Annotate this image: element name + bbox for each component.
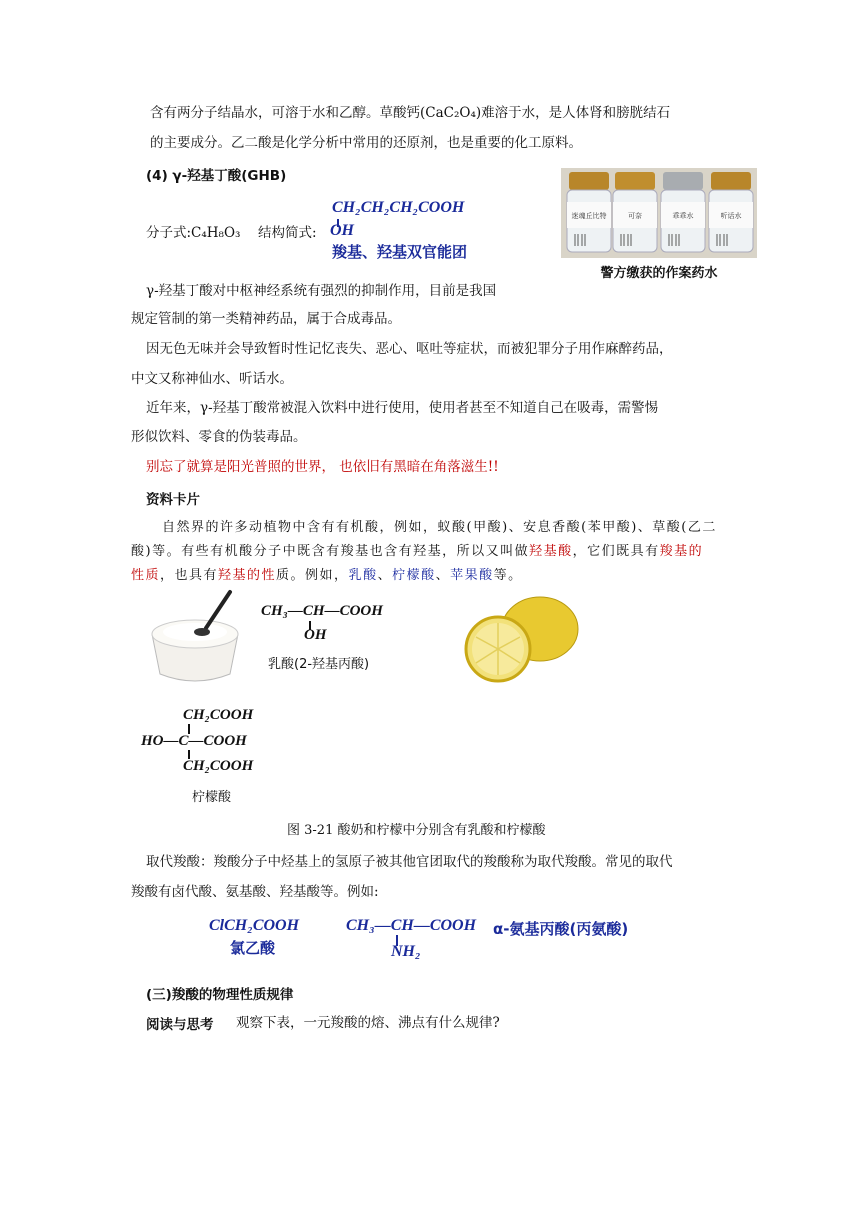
- ghb-struct-oh: OH: [330, 222, 354, 239]
- ghb-heading: (4) γ-羟基丁酸(GHB): [146, 168, 287, 184]
- ghb-formula: 分子式:C₄H₈O₃: [146, 225, 241, 241]
- bottle-label-1: 迷魂丘比特: [571, 212, 607, 220]
- section3-heading: (三)羧酸的物理性质规律: [146, 987, 294, 1003]
- read-think-label: 阅读与思考: [146, 1017, 214, 1033]
- ghb-para1-line2: 规定管制的第一类精神药品，属于合成毒品。: [131, 311, 401, 327]
- ghb-para1-line1: γ-羟基丁酸对中枢神经系统有强烈的抑制作用，目前是我国: [146, 283, 497, 299]
- intro-line-2: 的主要成分。乙二酸是化学分析中常用的还原剂，也是重要的化工原料。: [150, 135, 582, 151]
- example-2-nh2: NH₂: [391, 943, 421, 960]
- citric-top: CH₂COOH: [183, 707, 254, 723]
- bottles-illustration: [561, 168, 757, 258]
- read-think-text: 观察下表，一元羧酸的熔、沸点有什么规律?: [236, 1015, 500, 1031]
- example-1-name: 氯乙酸: [230, 939, 276, 957]
- citric-name: 柠檬酸: [192, 790, 232, 805]
- lemon-image: [462, 587, 580, 687]
- lactic-name: 乳酸(2-羟基丙酸): [268, 657, 370, 672]
- bottles-photo: [561, 168, 757, 281]
- bottles-caption: 警方缴获的作案药水: [600, 266, 718, 281]
- ghb-para2-line1: 因无色无味并会导致暂时性记忆丧失、恶心、呕吐等症状，而被犯罪分子用作麻醉药品，: [146, 341, 673, 357]
- card-line-2: 酸)等。有些有机酸分子中既含有羧基也含有羟基，所以又叫做羟基酸，它们既具有羧基的: [131, 544, 704, 559]
- ghb-para3-line2: 形似饮料、零食的伪装毒品。: [131, 429, 307, 445]
- intro-line-1: 含有两分子结晶水，可溶于水和乙醇。草酸钙(CaC₂O₄)难溶于水，是人体肾和膀胱结石: [150, 105, 671, 121]
- lactic-oh: OH: [304, 627, 327, 643]
- ghb-struct-formula: CH₂CH₂CH₂COOH: [332, 199, 465, 216]
- citric-middle: HO—C—COOH: [141, 733, 247, 749]
- lactic-formula: CH₃—CH—COOH: [261, 603, 383, 619]
- substituted-line-1: 取代羧酸：羧酸分子中烃基上的氢原子被其他官团取代的羧酸称为取代羧酸。常见的取代: [146, 854, 673, 870]
- bottle-label-2: 可奈: [628, 212, 642, 220]
- card-title: 资料卡片: [146, 492, 200, 508]
- substituted-line-2: 羧酸有卤代酸、氨基酸、羟基酸等。例如:: [131, 884, 379, 900]
- figure-caption: 图 3-21 酸奶和柠檬中分别含有乳酸和柠檬酸: [287, 823, 546, 838]
- example-2-name: α-氨基丙酸(丙氨酸): [493, 920, 629, 938]
- example-1-formula: ClCH₂COOH: [209, 917, 300, 934]
- ghb-para2-line2: 中文又称神仙水、听话水。: [131, 371, 293, 387]
- ghb-struct-caption: 羧基、羟基双官能团: [332, 243, 468, 261]
- card-line-3: 性质，也具有羟基的性质。例如，乳酸、柠檬酸、苹果酸等。: [131, 568, 523, 583]
- bottle-label-3: 乖乖水: [672, 212, 694, 220]
- ghb-struct-label: 结构简式:: [258, 225, 317, 241]
- yogurt-image: [148, 588, 242, 690]
- citric-bottom: CH₂COOH: [183, 758, 254, 774]
- example-2-formula: CH₃—CH—COOH: [346, 917, 477, 934]
- ghb-para3-line1: 近年来，γ-羟基丁酸常被混入饮料中进行使用，使用者甚至不知道自己在吸毒，需警惕: [146, 400, 659, 416]
- card-line-1: 自然界的许多动植物中含有有机酸，例如，蚁酸(甲酸)、安息香酸(苯甲酸)、草酸(乙二: [162, 520, 717, 535]
- bottle-label-4: 听话水: [720, 212, 742, 220]
- warning-text: 别忘了就算是阳光普照的世界， 也依旧有黑暗在角落滋生!!: [146, 459, 499, 475]
